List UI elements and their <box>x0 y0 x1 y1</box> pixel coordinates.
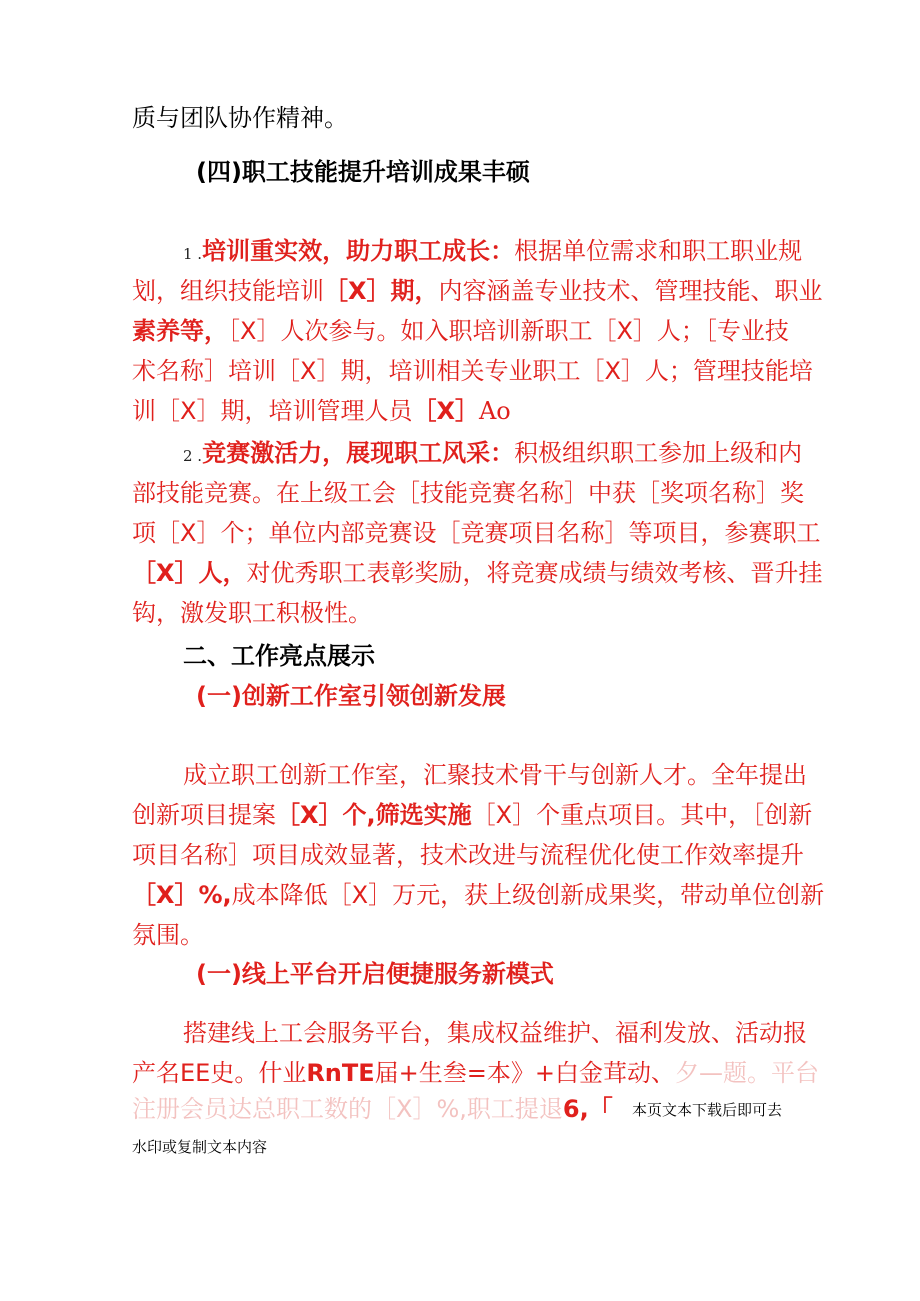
section-heading-yi-2: (一)线上平台开启便捷服务新模式 <box>196 960 554 988</box>
paragraph-1-line-5 <box>132 391 792 431</box>
text-span: 创新项目提案 <box>132 801 276 829</box>
paragraph-3-line-1: 成立职工创新工作室，汇聚技术骨干与创新人才。全年提出 <box>183 761 807 789</box>
text-span: ［X］人；管理技能培 <box>580 357 813 385</box>
paragraph-4-line-3 <box>132 1089 613 1129</box>
list-number: 1 . <box>183 245 203 263</box>
list-number: 2 . <box>183 447 203 465</box>
text-span: 内容涵盖专业技术、管理技能、职业 <box>438 277 823 305</box>
text-span: ［X］%, <box>132 881 232 909</box>
text-span: 术名称］培训 <box>132 357 276 385</box>
text-span: ［X］人；［专业技 <box>592 317 789 345</box>
text-span: ［X］期， <box>324 277 439 305</box>
text-span: 划，组织技能培训 <box>132 277 324 305</box>
text-span: ［X］期，培训管理人员 <box>156 397 413 425</box>
paragraph-4-line-2 <box>132 1053 819 1093</box>
paragraph-2-line-2: 部技能竞赛。在上级工会［技能竞赛名称］中获［奖项名称］奖 <box>132 479 804 507</box>
paragraph-lead: 培训重实效，助力职工成长： <box>202 237 515 265</box>
text-line: 质与团队协作精神。 <box>132 104 348 132</box>
section-heading-si: (四)职工技能提升培训成果丰硕 <box>196 158 530 186</box>
paragraph-4-line-1: 搭建线上工会服务平台，集成权益维护、福利发放、活动报 <box>183 1019 807 1047</box>
text-span: ［X］期，培训相关专业职工 <box>276 357 581 385</box>
text-span: 训 <box>132 397 156 425</box>
paragraph-2-line-1 <box>183 433 843 476</box>
text-span: 届+生叁=本》+白金茸动、 <box>374 1059 675 1087</box>
text-span: 注册会员达总职工数的［X］%,职工提退 <box>132 1095 563 1123</box>
text-span: ［X］个,筛选实施 <box>276 801 472 829</box>
watermark-note-line-1: 本页文本下载后即可去 <box>632 1101 783 1119</box>
text-span: 积极组织职工参加上级和内 <box>514 439 803 467</box>
text-span: 成本降低 <box>231 881 328 909</box>
text-span: 夕—题。平台 <box>675 1059 819 1087</box>
paragraph-3-line-4 <box>132 875 825 915</box>
section-heading-er: 二、工作亮点展示 <box>183 642 375 670</box>
paragraph-2-line-5: 钩，激发职工积极性。 <box>132 599 372 627</box>
paragraph-2-line-3 <box>132 513 821 553</box>
text-span: ［X］人次参与。如入职培训新职工 <box>228 317 593 345</box>
paragraph-2-line-4 <box>132 553 823 593</box>
text-span: ［X］个；单位内部竞赛设［竞赛项目名称］等项目，参赛职工 <box>156 519 821 547</box>
paragraph-3-line-5: 氛围。 <box>132 921 204 949</box>
paragraph-1-line-1 <box>183 231 843 274</box>
paragraph-lead: 竞赛激活力，展现职工风采： <box>202 439 515 467</box>
text-span: ［X］万元，获上级创新成果奖，带动单位创新 <box>327 881 825 909</box>
paragraph-3-line-3: 项目名称］项目成效显著，技术改进与流程优化使工作效率提升 <box>132 841 804 869</box>
text-span: 对优秀职工表彰奖励，将竞赛成绩与绩效考核、晋升挂 <box>246 559 823 587</box>
watermark-note-line-2: 水印或复制文本内容 <box>132 1138 268 1156</box>
text-span: RnTE <box>306 1059 375 1087</box>
text-span: 产名EE史。什业 <box>132 1059 307 1087</box>
text-span: 6,「 <box>562 1095 613 1123</box>
paragraph-1-line-4 <box>132 351 813 391</box>
section-heading-yi-1: (一)创新工作室引领创新发展 <box>196 682 506 710</box>
paragraph-3-line-2 <box>132 795 813 835</box>
text-span: ［X］人， <box>132 559 247 587</box>
text-span: ［X］个重点项目。其中，［创新 <box>471 801 813 829</box>
paragraph-1-line-3 <box>132 311 792 351</box>
paragraph-1-line-2 <box>132 271 823 311</box>
text-span: 项 <box>132 519 156 547</box>
text-span: Ao <box>478 397 511 425</box>
text-span: ［X］ <box>412 397 479 425</box>
text-span: 根据单位需求和职工职业规 <box>514 237 803 265</box>
text-span: 素养等， <box>132 317 228 345</box>
